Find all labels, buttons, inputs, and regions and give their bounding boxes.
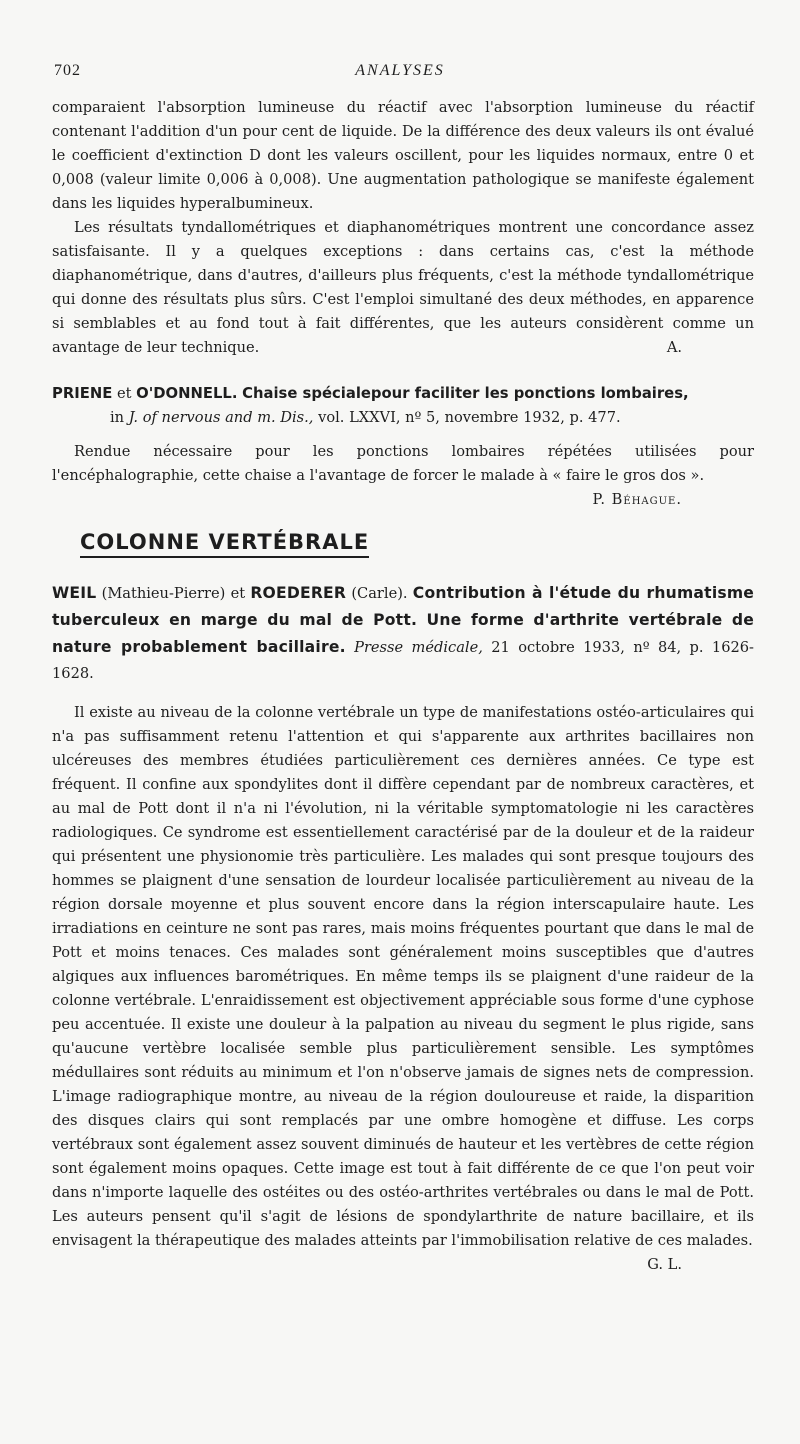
article2-citation xyxy=(52,406,754,430)
article3-journal: Presse médicale, xyxy=(354,639,483,656)
article2-title: Chaise spécialepour faciliter les ponctions lombaires, xyxy=(242,385,689,402)
article2-reference xyxy=(52,382,754,406)
article3-signature: G. L. xyxy=(647,1256,682,1273)
article2-connector: et xyxy=(116,385,132,402)
article3-paragraph-text: Il existe au niveau de la colonne vertébrale un type de manifestations ostéo-articulaires qui n'a pas suffisamment retenu l'attention et qui s'apparente aux arthrites bacillaires non ulcéreuses des membres étudiées particulièrement ces dernières années. Ce type est fréquent. Il confine aux spondylites dont il diffère cependant par de nombreux caractères, et au mal de Pott dont il n'a ni l'évolution, ni la véritable symptomatologie ni les caractères radiologiques. Ce syndrome est essentiellement caractérisé par de la douleur et de la raideur qui présentent une physionomie très particulière. Les malades qui sont presque toujours des hommes se plaignent d'une sensation de lourdeur localisée particulièrement au niveau de la région dorsale moyenne et plus souvent encore dans la région interscapulaire haute. Les irradiations en ceinture ne sont pas rares, mais moins fréquentes pourtant que dans le mal de Pott et moins tenaces. Ces malades sont généralement moins susceptibles que d'autres algiques aux influences barométriques. En même temps ils se plaignent d'une raideur de la colonne vertébrale. L'enraidissement est objectivement appréciable sous forme d'une cyphose peu accentuée. Il existe une douleur à la palpation au niveau du segment le plus rigide, sans qu'aucune vertèbre localisée semble plus particulièrement sensible. Les symptômes médullaires sont réduits au minimum et l'on n'observe jamais de signes nets de compression. L'image radiographique montre, au niveau de la région douloureuse et raide, la disparition des disques clairs qui sont remplacés par une ombre homogène et diffuse. Les corps vertébraux sont également assez souvent diminués de hauteur et les vertèbres de cette région sont également moins opaques. Cette image est tout à fait différente de ce que l'on peut voir dans n'importe laquelle des ostéites ou des ostéo-arthrites vertébrales ou dans le mal de Pott. Les auteurs pensent qu'il s'agit de lésions de spondylarthrite de nature bacillaire, et ils envisagent la thérapeutique des malades atteints par l'immobilisation relative de ces malades. xyxy=(52,704,754,1249)
article2-author-2: O'DONNELL. xyxy=(136,385,238,402)
article2-signature xyxy=(52,488,754,512)
article1-paragraph-2-text: Les résultats tyndallométriques et diaphanométriques montrent une concordance assez satisfaisante. Il y a quelques exceptions : dans certains cas, c'est la méthode diaphanométrique, dans d'autres, d'ailleurs plus fréquents, c'est la méthode tyndallométrique qui donne des résultats plus sûrs. C'est l'emploi simultané des deux méthodes, en apparence si semblables et au fond tout à fait différentes, que les auteurs considèrent comme un avantage de leur technique. xyxy=(52,219,754,356)
article2-author-1: PRIENE xyxy=(52,385,113,402)
article3-paragraph xyxy=(52,701,754,1273)
article3-author-1: WEIL xyxy=(52,584,97,602)
article3-connector: et xyxy=(230,585,246,602)
article2-ref-prefix: in xyxy=(110,409,125,426)
article2-signature-text: P. Béhague. xyxy=(592,491,682,508)
section-heading xyxy=(52,530,754,558)
article3-author-2-given: (Carle). xyxy=(351,585,408,602)
section-title: COLONNE VERTÉBRALE xyxy=(80,530,369,558)
article3-title: Contribution à l'étude du rhumatisme tuberculeux en marge du mal de Pott. Une forme d'arthrite vertébrale de nature probablement bacillaire. xyxy=(52,584,755,656)
article3-ref-details: 21 octobre 1933, nº 84, p. 1626-1628. xyxy=(52,639,754,682)
article2-journal: J. of nervous and m. Dis., xyxy=(128,409,314,426)
article3-author-2: ROEDERER xyxy=(250,584,347,602)
page-body xyxy=(52,96,754,1277)
page-number: 702 xyxy=(54,62,81,79)
running-title: ANALYSES xyxy=(355,62,445,79)
article1-paragraph-2 xyxy=(52,216,754,360)
article2-paragraph: Rendue nécessaire pour les ponctions lombaires répétées utilisées pour l'encéphalographie, cette chaise a l'avantage de forcer le malade à « faire le gros dos ». xyxy=(52,443,754,484)
article3-reference xyxy=(52,580,754,687)
page-header xyxy=(54,62,746,86)
article1-paragraph-1: comparaient l'absorption lumineuse du réactif avec l'absorption lumineuse du réactif contenant l'addition d'un pour cent de liquide. De la différence des deux valeurs ils ont évalué le coefficient d'extinction D dont les valeurs oscillent, pour les liquides normaux, entre 0 et 0,008 (valeur limite 0,006 à 0,008). Une augmentation pathologique se manifeste également dans les liquides hyperalbumineux. xyxy=(52,99,754,212)
article2-ref-details: vol. LXXVI, nº 5, novembre 1932, p. 477. xyxy=(318,409,621,426)
article1-signature: A. xyxy=(666,339,682,356)
article3-author-1-given: (Mathieu-Pierre) xyxy=(101,585,226,602)
